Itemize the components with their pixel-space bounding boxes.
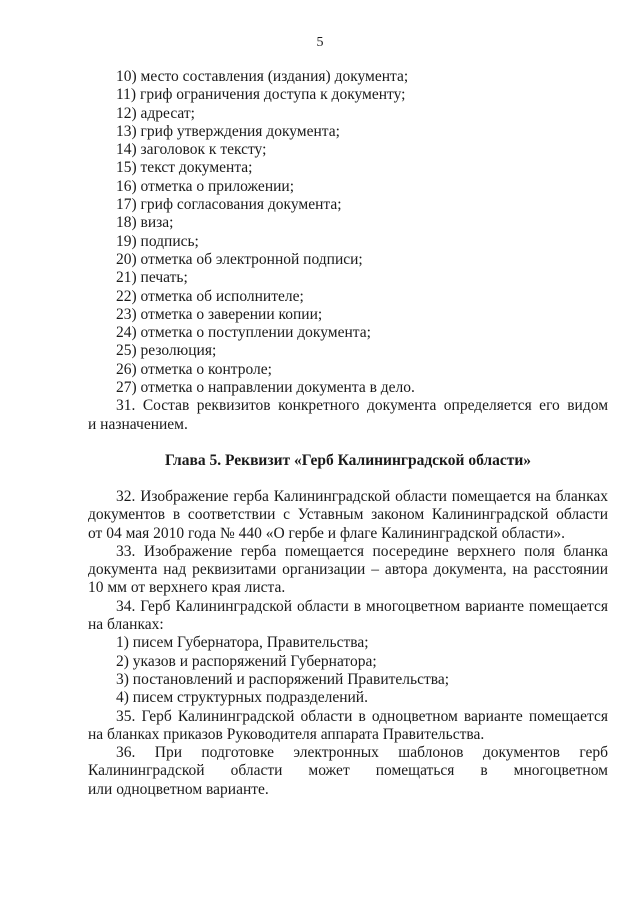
- requisites-list: [88, 68, 608, 397]
- chapter-heading: Глава 5. Реквизит «Герб Калининградской области»: [164, 451, 532, 469]
- paragraph-line: документов в соответствии с Уставным законом Калининградской области: [88, 506, 608, 524]
- list-item: 17) гриф согласования документа;: [116, 196, 342, 214]
- list-item: 21) печать;: [116, 269, 188, 287]
- list-item: 24) отметка о поступлении документа;: [116, 324, 371, 342]
- list-item: 1) писем Губернатора, Правительства;: [116, 634, 369, 652]
- paragraph-36: [88, 744, 608, 799]
- paragraph-line: 31. Состав реквизитов конкретного документа определяется его видом: [116, 397, 608, 415]
- paragraph-line: 32. Изображение герба Калининградской области помещается на бланках: [116, 487, 608, 505]
- list-item: 15) текст документа;: [116, 159, 253, 177]
- paragraph-line: 35. Герб Калининградской области в одноцветном варианте помещается: [116, 707, 608, 725]
- paragraph-34: [88, 598, 608, 635]
- paragraph-31: [88, 397, 608, 434]
- paragraph-line: 34. Герб Калининградской области в многоцветном варианте помещается: [116, 597, 608, 615]
- list-item: 20) отметка об электронной подписи;: [116, 250, 363, 268]
- paragraph-line: документа над реквизитами организации – автора документа, на расстоянии: [88, 561, 608, 579]
- paragraph-line: 33. Изображение герба помещается посередине верхнего поля бланка: [116, 542, 608, 560]
- list-item: 26) отметка о контроле;: [116, 360, 272, 378]
- list-item: 2) указов и распоряжений Губернатора;: [116, 652, 377, 670]
- paragraph-line: Калининградской области может помещаться в многоцветном: [88, 762, 608, 780]
- page-number: 5: [316, 35, 324, 50]
- list-item: 22) отметка об исполнителе;: [116, 287, 304, 305]
- paragraph-33: [88, 543, 608, 598]
- list-item: 12) адресат;: [116, 104, 195, 122]
- list-item: 14) заголовок к тексту;: [116, 141, 267, 159]
- list-item: 23) отметка о заверении копии;: [116, 305, 323, 323]
- document-body: [88, 68, 608, 799]
- list-item: 4) писем структурных подразделений.: [116, 689, 368, 707]
- list-item: 19) подпись;: [116, 232, 199, 250]
- list-item: 25) резолюция;: [116, 342, 217, 360]
- list-item: 27) отметка о направлении документа в дело.: [116, 379, 415, 397]
- list-item: 11) гриф ограничения доступа к документу;: [116, 86, 406, 104]
- list-item: 13) гриф утверждения документа;: [116, 122, 340, 140]
- paragraph-line: или одноцветном варианте.: [88, 780, 269, 798]
- paragraph-line: 10 мм от верхнего края листа.: [88, 579, 286, 597]
- paragraph-32: [88, 488, 608, 543]
- blank-types-list: [88, 634, 608, 707]
- list-item: 3) постановлений и распоряжений Правительства;: [116, 670, 450, 688]
- list-item: 10) место составления (издания) документа;: [116, 68, 409, 85]
- list-item: 18) виза;: [116, 214, 174, 232]
- paragraph-line: 36. При подготовке электронных шаблонов документов герб: [116, 744, 608, 762]
- paragraph-line: от 04 мая 2010 года № 440 «О гербе и флаге Калининградской области».: [88, 524, 566, 542]
- paragraph-35: [88, 708, 608, 745]
- paragraph-line: на бланках приказов Руководителя аппарата Правительства.: [88, 725, 485, 743]
- paragraph-line: на бланках:: [88, 616, 164, 634]
- list-item: 16) отметка о приложении;: [116, 177, 295, 195]
- paragraph-line: и назначением.: [88, 415, 188, 433]
